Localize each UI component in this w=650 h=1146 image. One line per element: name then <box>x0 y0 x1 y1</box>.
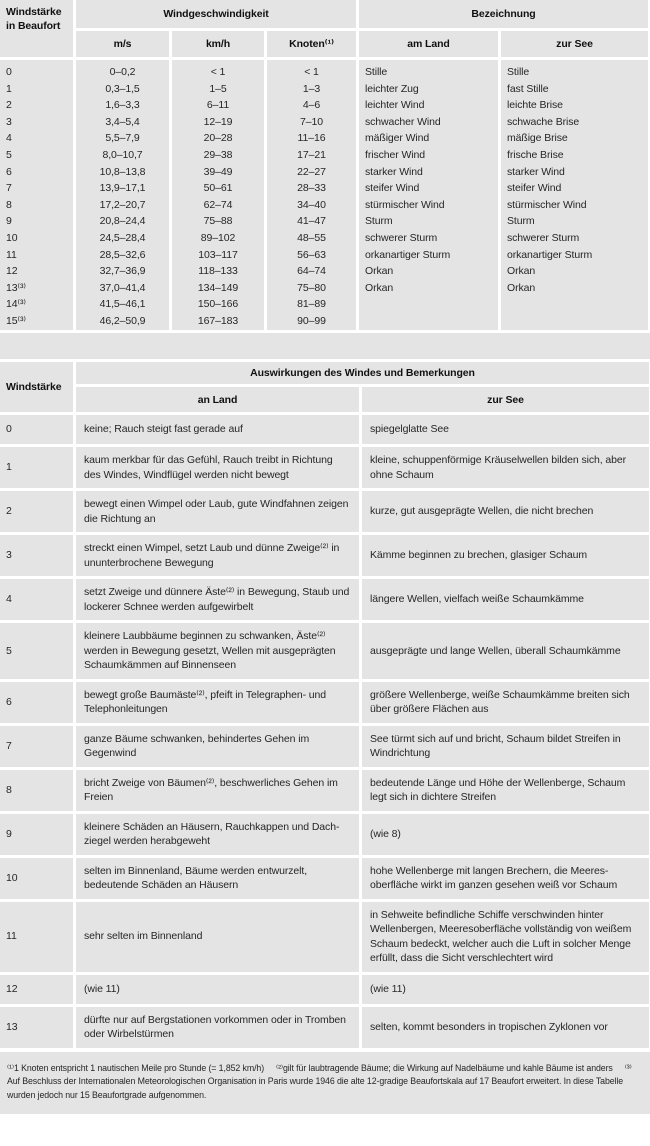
table2-group-header-effects: Auswirkungen des Windes und Bemerkungen <box>76 362 649 384</box>
t1-land-value <box>365 296 498 313</box>
t1-see-value: Orkan <box>507 281 536 294</box>
table1-subheader-onland: am Land <box>359 31 498 57</box>
table-row <box>0 579 650 620</box>
effect-at-sea-cell: ausgeprägte und lange Wellen, überall Schaumkämme <box>362 623 649 679</box>
t1-bft-value: 12 <box>6 265 18 278</box>
effect-at-sea-cell: selten, kommt besonders in tropischen Zyklonen vor <box>362 1007 649 1048</box>
t1-ms-value: 0,3–1,5 <box>105 82 140 95</box>
table2-subheader-atsea: zur See <box>362 387 649 412</box>
table2-corner-header: Windstärke <box>0 362 73 412</box>
effect-at-sea-cell: (wie 11) <box>362 975 649 1004</box>
t1-kn-value: 75–80 <box>297 281 326 294</box>
t1-land-value: schwerer Sturm <box>365 231 438 244</box>
t1-ms-value: 1,6–3,3 <box>105 99 140 112</box>
t1-bft-value: 14⁽³⁾ <box>6 298 26 311</box>
table-row <box>0 726 650 767</box>
t1-kmh-value: 118–133 <box>198 265 238 278</box>
t1-land-value: steifer Wind <box>365 182 420 195</box>
effect-at-sea-cell: See türmt sich auf und bricht, Schaum bildet Streifen in Windrichtung <box>362 726 649 767</box>
table1-column-knots <box>267 60 356 330</box>
table-row <box>0 623 650 679</box>
t1-ms-value: 28,5–32,6 <box>99 248 146 261</box>
t1-bft-value: 9 <box>6 215 12 228</box>
t1-land-value: orkanartiger Sturm <box>365 248 451 261</box>
t1-see-value: steifer Wind <box>507 182 562 195</box>
effect-at-sea-cell: kleine, schuppenförmige Kräuselwellen bilden sich, aber ohne Schaum <box>362 447 649 488</box>
table-row <box>0 858 650 899</box>
beaufort-number-cell: 5 <box>0 623 73 679</box>
table-row <box>0 535 650 576</box>
table2-header <box>0 362 650 412</box>
beaufort-wind-speed-table <box>0 0 650 330</box>
effect-at-sea-cell: hohe Wellenberge mit langen Brechern, die Meeresoberfläche wirkt im ganzen gesehen weiß vor Schaum <box>362 858 649 899</box>
table1-corner-header: Windstärke in Beaufort <box>0 0 73 57</box>
t1-kn-value: 90–99 <box>297 314 326 327</box>
beaufort-number-cell: 0 <box>0 415 73 444</box>
beaufort-number-cell: 11 <box>0 902 73 972</box>
t1-kmh-value: < 1 <box>210 66 226 78</box>
table1-column-onland <box>359 60 498 330</box>
t1-bft-value: 13⁽³⁾ <box>6 281 26 294</box>
effect-on-land-cell: kleinere Schäden an Häusern, Rauchkappen und Dachziegel werden herabgeweht <box>76 814 359 855</box>
effect-at-sea-cell: kurze, gut ausgeprägte Wellen, die nicht brechen <box>362 491 649 532</box>
t1-kn-value: 56–63 <box>297 248 326 261</box>
t1-land-value: starker Wind <box>365 165 423 178</box>
effect-at-sea-cell: bedeutende Länge und Höhe der Wellenberge, Schaum legt sich in dichtere Streifen <box>362 770 649 811</box>
t1-ms-value: 10,8–13,8 <box>99 165 146 178</box>
table-row <box>0 814 650 855</box>
effect-at-sea-cell: größere Wellenberge, weiße Schaumkämme breiten sich über größere Flächen aus <box>362 682 649 723</box>
t1-ms-value: 17,2–20,7 <box>99 198 146 211</box>
t1-land-value: Orkan <box>365 265 394 278</box>
table-row <box>0 491 650 532</box>
effect-on-land-cell: streckt einen Wimpel, setzt Laub und dünne Zweige⁽²⁾ in ununterbrochene Bewegung <box>76 535 359 576</box>
beaufort-number-cell: 10 <box>0 858 73 899</box>
t1-see-value: Orkan <box>507 265 536 278</box>
t1-bft-value: 5 <box>6 148 12 161</box>
effect-on-land-cell: kleinere Laubbäume beginnen zu schwanken, Äste⁽²⁾ werden in Bewegung gesetzt, Wellen mit ausgeprägten Schaumkämmen auf Binnenseen <box>76 623 359 679</box>
effect-on-land-cell: bewegt einen Wimpel oder Laub, gute Windfahnen zeigen die Richtung an <box>76 491 359 532</box>
table1-column-beaufort <box>0 60 73 330</box>
table1-column-kmh <box>172 60 264 330</box>
table1-subheader-kmh: km/h <box>172 31 264 57</box>
t1-bft-value: 7 <box>6 182 12 195</box>
table2-subheader-onland: an Land <box>76 387 359 412</box>
t1-ms-value: 5,5–7,9 <box>105 132 140 145</box>
t1-kmh-value: 75–88 <box>203 215 233 228</box>
t1-ms-value: 32,7–36,9 <box>99 265 146 278</box>
beaufort-number-cell: 13 <box>0 1007 73 1048</box>
t1-kn-value: 28–33 <box>297 182 326 195</box>
t1-kn-value: 11–16 <box>297 132 326 145</box>
wind-effects-table <box>0 362 650 1048</box>
t1-see-value: Sturm <box>507 215 535 228</box>
table-row <box>0 447 650 488</box>
t1-ms-value: 46,2–50,9 <box>99 314 146 327</box>
t1-kmh-value: 6–11 <box>206 99 230 112</box>
effect-on-land-cell: setzt Zweige und dünnere Äste⁽²⁾ in Bewegung, Staub und lockerer Schnee werden aufgewirbelt <box>76 579 359 620</box>
t1-kmh-value: 103–117 <box>198 248 238 261</box>
t1-see-value: stürmischer Wind <box>507 198 587 211</box>
table-row <box>0 682 650 723</box>
table-row <box>0 770 650 811</box>
t1-kn-value: 81–89 <box>297 298 326 311</box>
t1-kn-value: 17–21 <box>297 148 326 161</box>
beaufort-number-cell: 2 <box>0 491 73 532</box>
t1-bft-value: 11 <box>6 248 17 261</box>
effect-at-sea-cell: Kämme beginnen zu brechen, glasiger Schaum <box>362 535 649 576</box>
beaufort-number-cell: 1 <box>0 447 73 488</box>
t1-land-value: stürmischer Wind <box>365 198 445 211</box>
t1-bft-value: 10 <box>6 231 18 244</box>
footnote-2: ⁽²⁾gilt für laubtragende Bäume; die Wirkung auf Nadelbäume und kahle Bäume ist anders <box>276 1062 613 1073</box>
effect-at-sea-cell: (wie 8) <box>362 814 649 855</box>
beaufort-number-cell: 12 <box>0 975 73 1004</box>
table1-group-header-windspeed: Windgeschwindigkeit <box>76 0 356 28</box>
t1-kmh-value: 89–102 <box>200 231 236 244</box>
t1-ms-value: 20,8–24,4 <box>99 215 146 228</box>
t1-kn-value: 34–40 <box>297 198 326 211</box>
t1-kmh-value: 167–183 <box>197 314 239 327</box>
table1-subheader-ms: m/s <box>76 31 169 57</box>
t1-ms-value: 41,5–46,1 <box>99 298 146 311</box>
t1-see-value: Stille <box>507 66 530 78</box>
t1-kmh-value: 62–74 <box>203 198 233 211</box>
t1-ms-value: 24,5–28,4 <box>99 231 146 244</box>
t1-see-value: mäßige Brise <box>507 132 568 145</box>
t1-kn-value: 7–10 <box>300 115 323 128</box>
t1-land-value <box>365 313 498 330</box>
t1-see-value: fast Stille <box>507 82 549 95</box>
t1-bft-value: 4 <box>6 132 12 145</box>
effect-on-land-cell: (wie 11) <box>76 975 359 1004</box>
beaufort-number-cell: 7 <box>0 726 73 767</box>
t1-land-value: mäßiger Wind <box>365 132 430 145</box>
beaufort-number-cell: 6 <box>0 682 73 723</box>
t1-land-value: schwacher Wind <box>365 115 441 128</box>
t1-bft-value: 6 <box>6 165 12 178</box>
t1-kn-value: 1–3 <box>302 82 321 95</box>
effect-at-sea-cell: in Sehweite befindliche Schiffe verschwinden hinter Wellenbergen, Meeresoberfläche vollständig von weißem Schaum bedeckt, welcher auch die Luft in solcher Menge erfüllt, dass die Sicht verschlechtert wird <box>362 902 649 972</box>
t1-kn-value: 4–6 <box>302 99 321 112</box>
effect-on-land-cell: selten im Binnenland, Bäume werden entwurzelt, bedeutende Schäden an Häusern <box>76 858 359 899</box>
t1-kn-value: < 1 <box>304 66 319 78</box>
t1-bft-value: 2 <box>6 99 12 112</box>
t1-bft-value: 1 <box>6 82 12 95</box>
t1-kmh-value: 29–38 <box>203 148 233 161</box>
t1-land-value: leichter Zug <box>365 82 419 95</box>
beaufort-number-cell: 8 <box>0 770 73 811</box>
effect-on-land-cell: bricht Zweige von Bäumen⁽²⁾, beschwerliches Gehen im Freien <box>76 770 359 811</box>
beaufort-number-cell: 9 <box>0 814 73 855</box>
wind-effects-table-body <box>0 415 650 1048</box>
t1-ms-value: 8,0–10,7 <box>102 148 143 161</box>
table-row <box>0 902 650 972</box>
table-row <box>0 975 650 1004</box>
t1-kmh-value: 50–61 <box>203 182 233 195</box>
table1-column-ms <box>76 60 169 330</box>
table1-subheader-knots: Knoten⁽¹⁾ <box>267 31 356 57</box>
t1-kmh-value: 39–49 <box>203 165 233 178</box>
beaufort-number-cell: 3 <box>0 535 73 576</box>
effect-at-sea-cell: spiegelglatte See <box>362 415 649 444</box>
table-spacer-band <box>0 333 650 359</box>
t1-ms-value: 37,0–41,4 <box>99 281 146 294</box>
t1-kmh-value: 1–5 <box>209 82 227 95</box>
t1-ms-value: 13,9–17,1 <box>99 182 146 195</box>
table1-column-atsea <box>501 60 648 330</box>
t1-see-value: orkanartiger Sturm <box>507 248 593 261</box>
table1-group-header-designation: Bezeichnung <box>359 0 648 28</box>
footnotes <box>0 1052 650 1115</box>
footnote-3: ⁽³⁾Auf Beschluss der Internationalen Meteorologischen Organisation in Paris wurde 1946 die alte 12-gradige Beaufortskala auf 17 Beaufort erweitert. In diese Tabelle wurden jedoch nur 15 Beaufortgrade aufgenommen. <box>7 1062 632 1100</box>
effect-on-land-cell: dürfte nur auf Bergstationen vorkommen oder in Tromben oder Wirbelstürmen <box>76 1007 359 1048</box>
t1-land-value: Sturm <box>365 215 393 228</box>
footnote-1: ⁽¹⁾1 Knoten entspricht 1 nautischen Meile pro Stunde (= 1,852 km/h) <box>7 1062 265 1073</box>
table1-subheader-atsea: zur See <box>501 31 648 57</box>
effect-on-land-cell: sehr selten im Binnenland <box>76 902 359 972</box>
t1-see-value: leichte Brise <box>507 99 563 112</box>
effect-on-land-cell: bewegt große Baumäste⁽²⁾, pfeift in Telegraphen- und Telephonleitungen <box>76 682 359 723</box>
t1-kn-value: 48–55 <box>297 231 326 244</box>
t1-kn-value: 64–74 <box>297 265 326 278</box>
t1-kn-value: 22–27 <box>297 165 326 178</box>
t1-land-value: Stille <box>365 66 388 78</box>
t1-bft-value: 8 <box>6 198 12 211</box>
effect-on-land-cell: ganze Bäume schwanken, behindertes Gehen im Gegenwind <box>76 726 359 767</box>
table-row <box>0 1007 650 1048</box>
t1-land-value: Orkan <box>365 281 394 294</box>
t1-see-value: schwerer Sturm <box>507 231 580 244</box>
t1-kmh-value: 12–19 <box>203 115 233 128</box>
t1-bft-value: 0 <box>6 66 12 78</box>
effect-on-land-cell: kaum merkbar für das Gefühl, Rauch treibt in Richtung des Windes, Windflügel werden nicht bewegt <box>76 447 359 488</box>
t1-ms-value: 0–0,2 <box>109 66 136 78</box>
t1-bft-value: 15⁽³⁾ <box>6 314 26 327</box>
t1-see-value: frische Brise <box>507 148 564 161</box>
t1-ms-value: 3,4–5,4 <box>105 115 140 128</box>
t1-kmh-value: 134–149 <box>197 281 239 294</box>
t1-kn-value: 41–47 <box>297 215 326 228</box>
t1-kmh-value: 150–166 <box>197 298 239 311</box>
effect-on-land-cell: keine; Rauch steigt fast gerade auf <box>76 415 359 444</box>
t1-see-value <box>507 296 648 313</box>
effect-at-sea-cell: längere Wellen, vielfach weiße Schaumkämme <box>362 579 649 620</box>
beaufort-number-cell: 4 <box>0 579 73 620</box>
table-row <box>0 415 650 444</box>
t1-see-value <box>507 313 648 330</box>
t1-see-value: starker Wind <box>507 165 565 178</box>
t1-kmh-value: 20–28 <box>203 132 233 145</box>
t1-land-value: leichter Wind <box>365 99 425 112</box>
t1-bft-value: 3 <box>6 115 12 128</box>
t1-see-value: schwache Brise <box>507 115 580 128</box>
t1-land-value: frischer Wind <box>365 148 425 161</box>
